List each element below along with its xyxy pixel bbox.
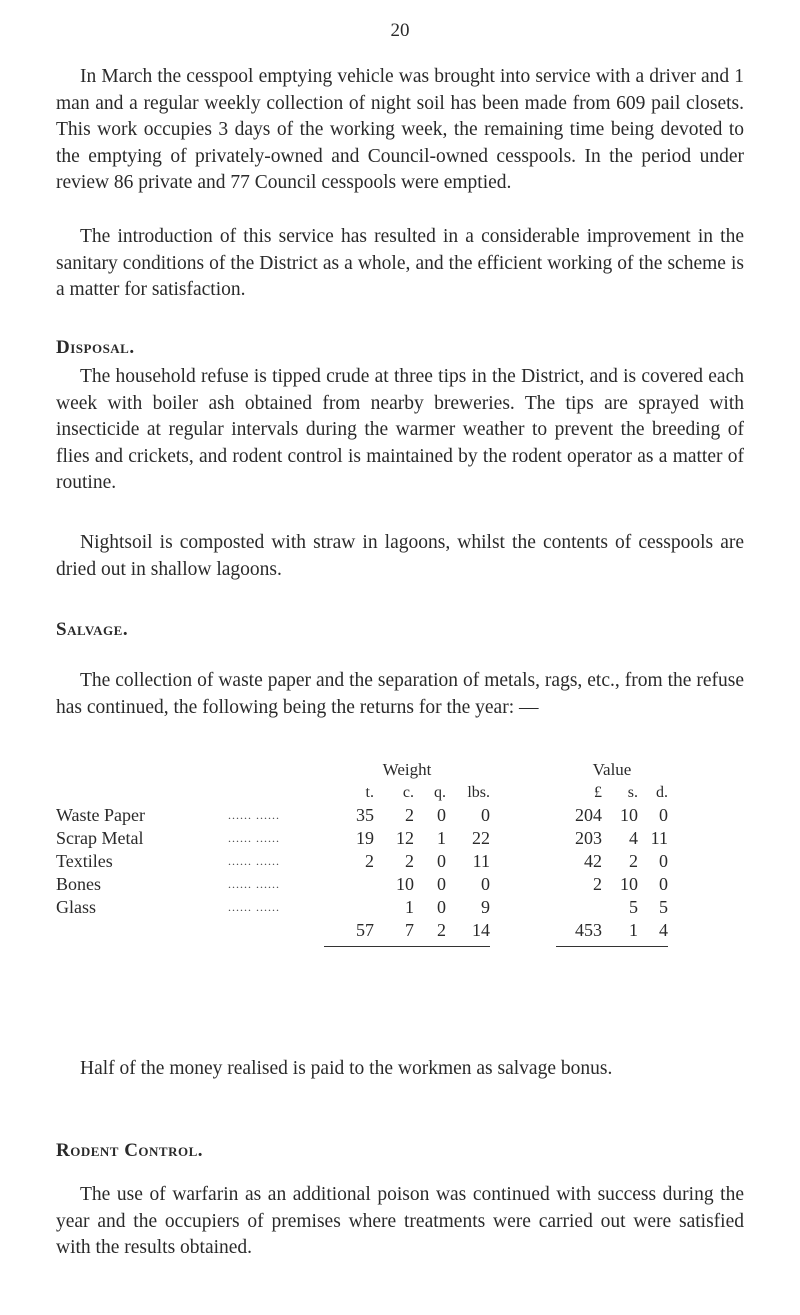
cell-lbs: 9 [481,897,490,917]
unit-lbs: lbs. [467,783,490,801]
paragraph-salvage-intro: The collection of waste paper and the separation of metals, rags, etc., from the refuse has continued, the following being the returns for the year: — [56,670,744,718]
row-item: Glass [56,897,96,917]
unit-shillings: s. [627,783,638,801]
cell-quarters: 0 [437,897,446,917]
table-unit-row [56,781,746,804]
total-shillings: 1 [629,920,638,940]
table-row [56,873,746,896]
dot-leader: ...... ...... [228,877,280,891]
weight-header: Weight [382,759,432,779]
cell-quarters: 0 [437,851,446,871]
dot-leader: ...... ...... [228,854,280,868]
row-item: Waste Paper [56,805,146,825]
total-pence: 4 [659,920,668,940]
unit-pence: d. [656,783,668,801]
paragraph-half-money: Half of the money realised is paid to the workmen as salvage bonus. [80,1058,613,1079]
cell-pounds: 42 [584,851,602,871]
table-row [56,850,746,873]
cell-cwt: 2 [405,851,414,871]
total-pounds: 453 [575,920,602,940]
unit-pounds: £ [594,783,602,801]
row-item: Textiles [56,851,113,871]
cell-cwt: 12 [396,828,414,848]
heading-disposal: Disposal. [56,337,135,358]
table-group-header-row [56,758,746,781]
paragraph-introduction: The introduction of this service has resulted in a considerable improvement in the sanitary conditions of the District as a whole, and the efficient working of the scheme is a matter for satisfaction. [56,226,744,300]
cell-pence: 0 [659,874,668,894]
cell-cwt: 10 [396,874,414,894]
cell-cwt: 2 [405,805,414,825]
value-header: Value [592,759,632,779]
paragraph-nightsoil: Nightsoil is composted with straw in lagoons, whilst the contents of cesspools are dried out in shallow lagoons. [56,532,744,580]
cell-pounds: 204 [575,805,602,825]
dot-leader: ...... ...... [228,808,280,822]
cell-shillings: 2 [629,851,638,871]
paragraph-rodent: The use of warfarin as an additional poison was continued with success during the year and the occupiers of premises where treatments were carried out were satisfied with the results obtained. [56,1184,744,1258]
total-lbs: 14 [472,920,490,940]
cell-quarters: 0 [437,805,446,825]
cell-lbs: 0 [481,874,490,894]
dot-leader: ...... ...... [228,831,280,845]
heading-rodent-control: Rodent Control. [56,1140,204,1161]
cell-tons: 2 [365,851,374,871]
total-tons: 57 [356,920,374,940]
unit-cwt: c. [402,783,414,801]
table-row [56,804,746,827]
page-number: 20 [390,20,410,41]
cell-lbs: 22 [472,828,490,848]
unit-tons: t. [365,783,374,801]
row-item: Bones [56,874,101,894]
cell-shillings: 10 [620,805,638,825]
cell-pounds: 2 [593,874,602,894]
salvage-returns-table [56,758,746,947]
heading-salvage: Salvage. [56,619,129,640]
cell-tons [324,896,374,919]
cell-shillings: 4 [629,828,638,848]
paragraph-cesspool: In March the cesspool emptying vehicle was brought into service with a driver and 1 man and a regular weekly collection of night soil has been made from 609 pail closets. This work occupies 3 days of the working week, the remaining time being devoted to the emptying of privately-owned and Council-owned cesspools. In the period under review 86 private and 77 Council cesspools were emptied. [56,66,744,193]
cell-lbs: 0 [481,805,490,825]
cell-pence: 0 [659,851,668,871]
cell-pence: 0 [659,805,668,825]
cell-quarters: 0 [437,874,446,894]
paragraph-refuse: The household refuse is tipped crude at three tips in the District, and is covered each week with boiler ash obtained from nearby breweries. The tips are sprayed with insecticide at regular intervals during the warmer weather to prevent the breeding of flies and crickets, and rodent control is maintained by the rodent operator as a matter of routine. [56,366,744,493]
row-item: Scrap Metal [56,828,144,848]
cell-tons: 19 [356,828,374,848]
cell-pence: 11 [650,828,668,848]
total-quarters: 2 [437,920,446,940]
table-bottom-rule [56,942,746,947]
unit-quarters: q. [434,783,446,801]
total-cwt: 7 [405,920,414,940]
table-row [56,827,746,850]
cell-pounds [556,896,602,919]
table-total-row [56,919,746,942]
cell-cwt: 1 [405,897,414,917]
cell-lbs: 11 [472,851,490,871]
cell-pence: 5 [659,897,668,917]
dot-leader: ...... ...... [228,900,280,914]
cell-quarters: 1 [437,828,446,848]
cell-tons [324,873,374,896]
cell-shillings: 5 [629,897,638,917]
cell-tons: 35 [356,805,374,825]
cell-shillings: 10 [620,874,638,894]
cell-pounds: 203 [575,828,602,848]
table-row [56,896,746,919]
